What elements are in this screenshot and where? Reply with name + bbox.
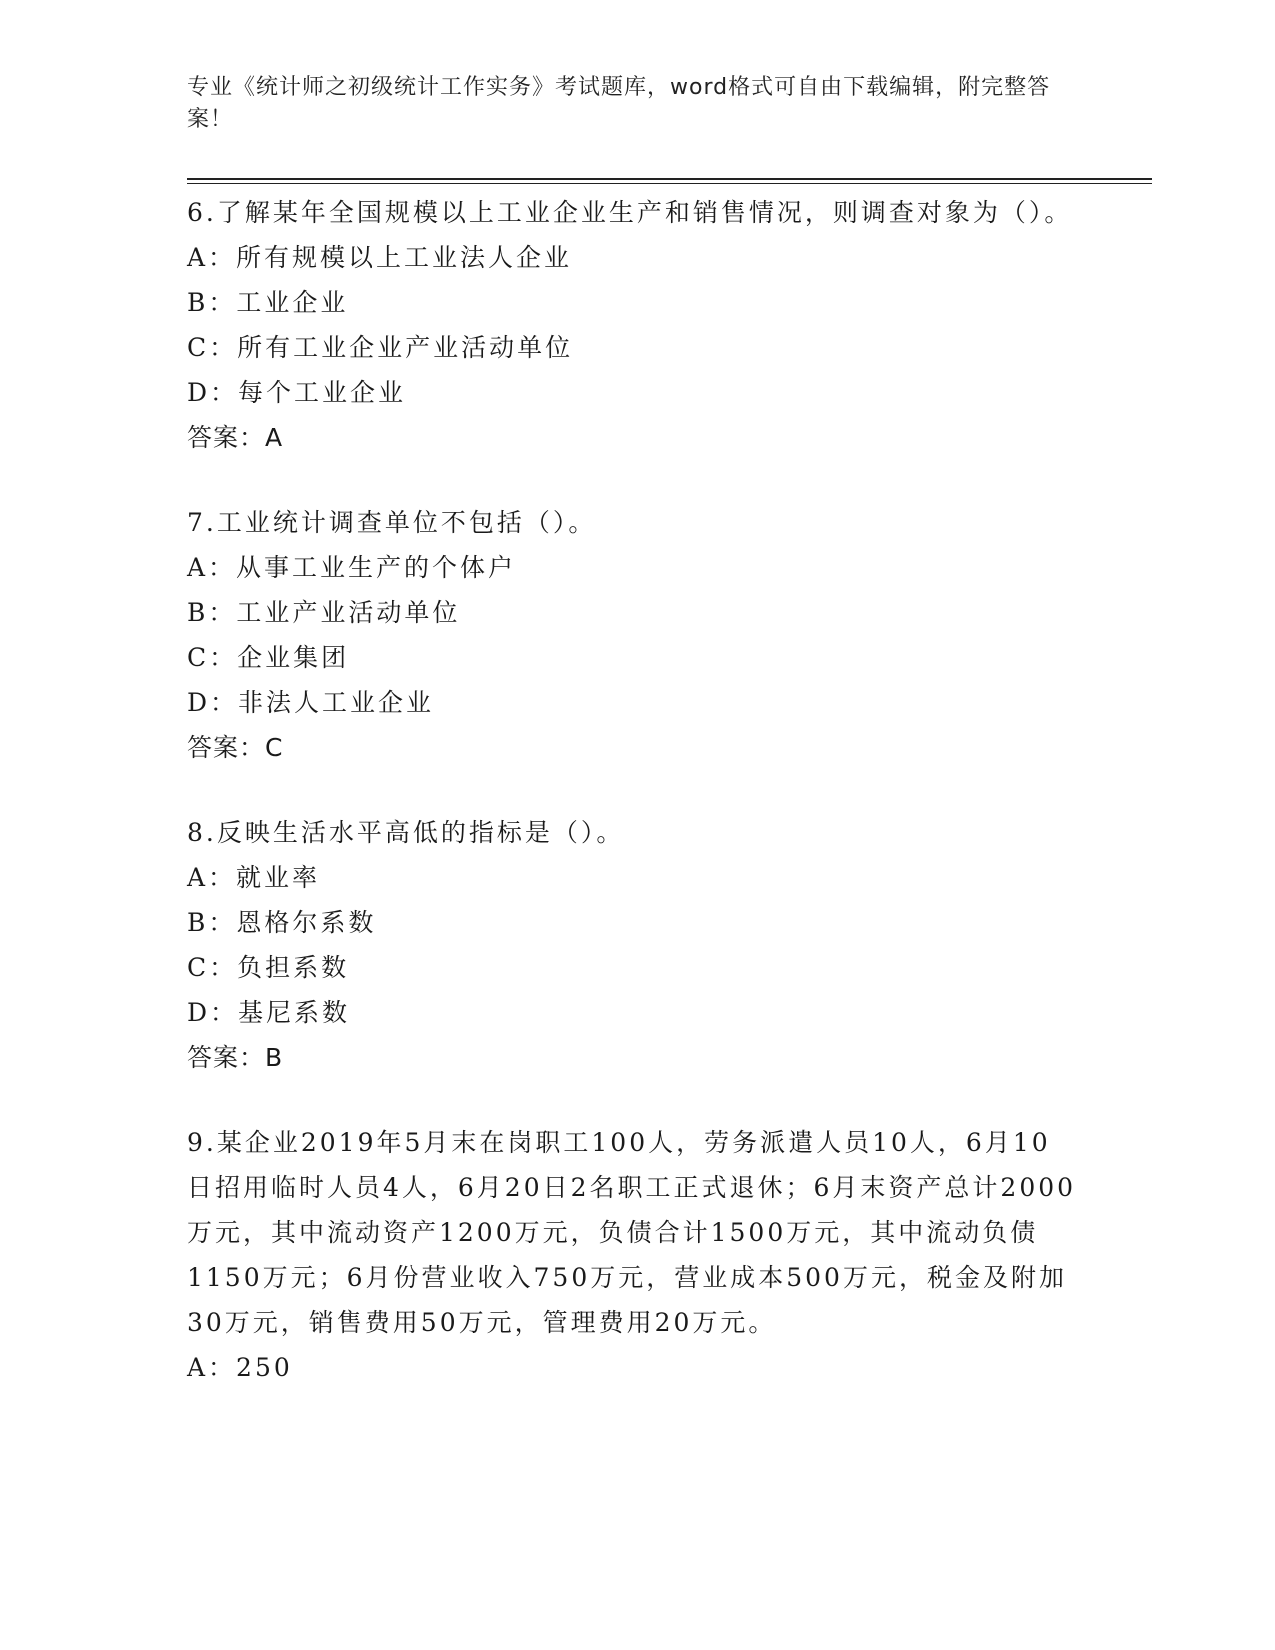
option-c: C：所有工业企业产业活动单位	[187, 333, 574, 362]
option-a: A：就业率	[187, 863, 321, 892]
question-stem: 9.某企业2019年5月末在岗职工100人，劳务派遣人员10人，6月10日招用临时人员4人，6月20日2名职工正式退休；6月末资产总计2000万元，其中流动资产1200万元，负债合计1500万元，其中流动负债1150万元；6月份营业收入750万元，营业成本500万元，税金及附加30万元，销售费用50万元，管理费用20万元。	[187, 1128, 1077, 1337]
option-a: A：从事工业生产的个体户	[187, 553, 517, 582]
header-divider-thin	[187, 183, 1152, 184]
option-a: A：250	[187, 1353, 293, 1382]
question-7	[187, 500, 1077, 770]
option-d: D：非法人工业企业	[187, 688, 435, 717]
option-b: B：恩格尔系数	[187, 908, 377, 937]
answer-label: 答案：C	[187, 733, 284, 762]
answer-label: 答案：B	[187, 1043, 284, 1072]
option-b: B：工业企业	[187, 288, 349, 317]
option-c: C：企业集团	[187, 643, 350, 672]
option-d: D：基尼系数	[187, 998, 351, 1027]
question-6	[187, 190, 1077, 460]
question-stem: 7.工业统计调查单位不包括（）。	[187, 508, 597, 537]
page-header: 专业《统计师之初级统计工作实务》考试题库，word格式可自由下载编辑，附完整答案！	[187, 75, 1051, 132]
option-b: B：工业产业活动单位	[187, 598, 461, 627]
option-d: D：每个工业企业	[187, 378, 407, 407]
question-list	[187, 190, 1077, 1430]
option-c: C：负担系数	[187, 953, 350, 982]
question-stem: 8.反映生活水平高低的指标是（）。	[187, 818, 625, 847]
answer-label: 答案：A	[187, 423, 284, 452]
question-8	[187, 810, 1077, 1080]
header-divider	[187, 178, 1152, 180]
option-a: A：所有规模以上工业法人企业	[187, 243, 573, 272]
question-9	[187, 1120, 1077, 1390]
question-stem: 6.了解某年全国规模以上工业企业生产和销售情况，则调查对象为（）。	[187, 198, 1073, 227]
